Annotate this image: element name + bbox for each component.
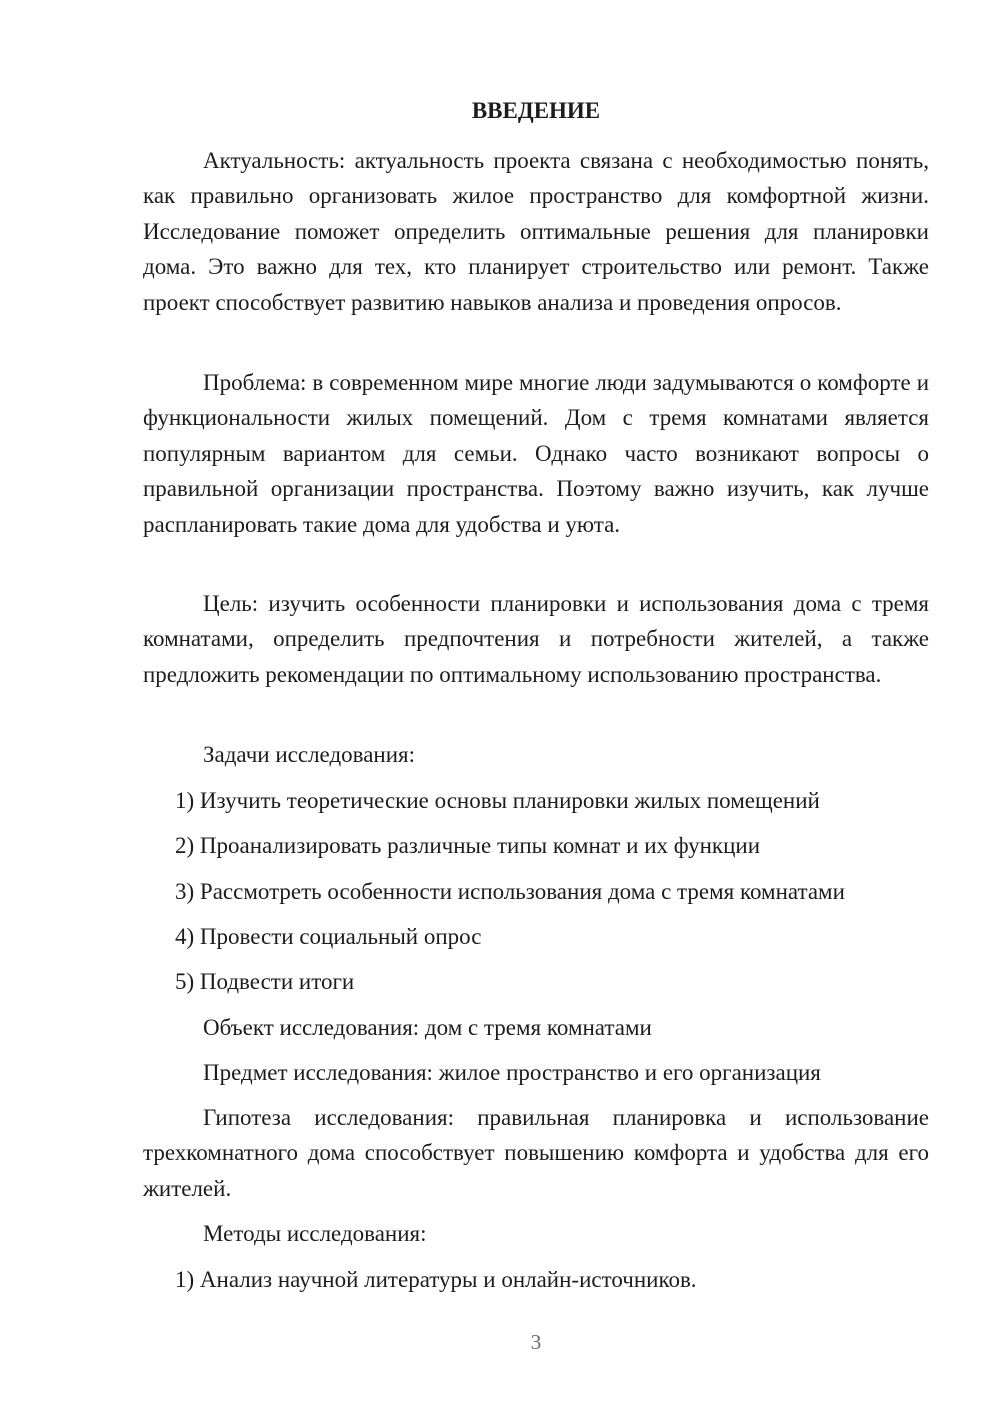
task-item-1: 1) Изучить теоретические основы планировки жилых помещений: [175, 788, 820, 813]
problem-paragraph: Проблема: в современном мире многие люди задумываются о комфорте и функциональности жилых помещений. Дом с тремя комнатами является популярным вариантом для семьи. Однако часто возникают вопросы о правильной организации пространства. Поэтому важно изучить, как лучше распланировать такие дома для удобства и уюта.: [143, 370, 929, 537]
relevance-paragraph: Актуальность: актуальность проекта связана с необходимостью понять, как правильно организовать жилое пространство для комфортной жизни. Исследование поможет определить оптимальные решения для планировки дома. Это важно для тех, кто планирует строительство или ремонт. Также проект способствует развитию навыков анализа и проведения опросов.: [143, 148, 929, 315]
tasks-heading: Задачи исследования:: [203, 742, 416, 767]
methods-heading: Методы исследования:: [203, 1221, 427, 1246]
research-subject: Предмет исследования: жилое пространство и его организация: [203, 1060, 821, 1085]
goal-paragraph: Цель: изучить особенности планировки и использования дома с тремя комнатами, определить предпочтения и потребности жителей, а также предложить рекомендации по оптимальному использованию пространства.: [143, 591, 929, 687]
task-item-2: 2) Проанализировать различные типы комнат и их функции: [175, 833, 761, 858]
page-title: ВВЕДЕНИЕ: [471, 98, 601, 123]
hypothesis-paragraph: Гипотеза исследования: правильная планировка и использование трехкомнатного дома способствует повышению комфорта и удобства для его жителей.: [143, 1105, 929, 1201]
task-item-5: 5) Подвести итоги: [175, 969, 355, 994]
page-number: 3: [530, 1330, 542, 1354]
method-item-1: 1) Анализ научной литературы и онлайн-источников.: [175, 1267, 697, 1292]
task-item-3: 3) Рассмотреть особенности использования дома с тремя комнатами: [175, 879, 845, 904]
research-object: Объект исследования: дом с тремя комнатами: [203, 1015, 652, 1040]
task-item-4: 4) Провести социальный опрос: [175, 924, 482, 949]
